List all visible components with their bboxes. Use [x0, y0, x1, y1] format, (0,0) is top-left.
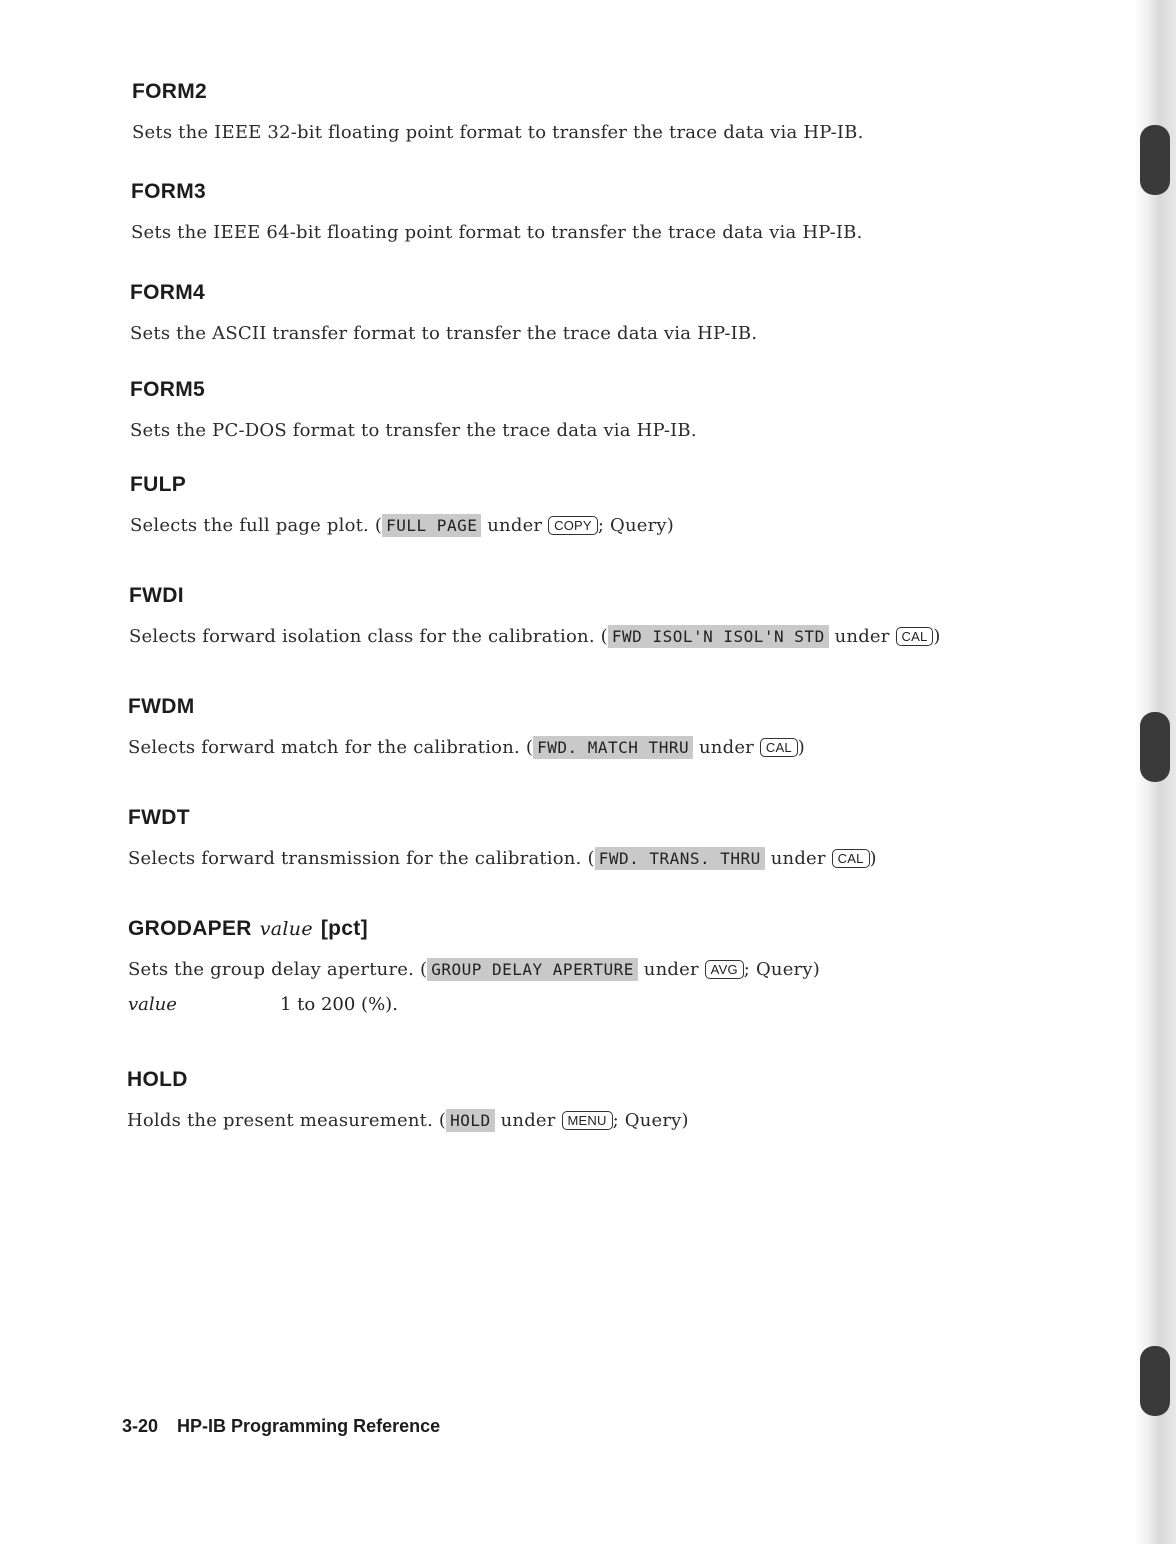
- footer-title: HP-IB Programming Reference: [177, 1416, 441, 1436]
- command-description: Selects forward isolation class for the calibration.: [129, 626, 595, 647]
- command-description-line: Holds the present measurement. ( HOLD under MENU ; Query): [127, 1110, 689, 1131]
- query-suffix: ; Query): [743, 959, 820, 980]
- entry-fulp: [130, 473, 674, 536]
- command-name: FORM2: [132, 80, 207, 103]
- entry-hold: [127, 1068, 689, 1131]
- command-name: FWDI: [129, 584, 184, 607]
- command-name: FULP: [130, 473, 187, 496]
- command-description: Sets the IEEE 32-bit floating point format to transfer the trace data via HP-IB.: [132, 122, 864, 143]
- command-description-line: Selects forward isolation class for the calibration. ( FWD ISOL'N ISOL'N STD under CAL ): [129, 626, 941, 647]
- entry-form5: [130, 378, 697, 441]
- under-text: under: [500, 1110, 556, 1131]
- parameter-row: [128, 994, 820, 1015]
- command-description: Selects the full page plot.: [130, 515, 369, 536]
- entry-form2: [132, 80, 864, 143]
- entry-form4: [130, 281, 757, 344]
- parameter-range: 1 to 200 (%).: [280, 994, 398, 1015]
- softkey-label: FWD ISOL'N ISOL'N STD: [608, 625, 829, 648]
- hardkey-label: MENU: [562, 1111, 613, 1130]
- query-suffix: ): [797, 737, 806, 758]
- command-name: FORM5: [130, 378, 205, 401]
- command-description: Selects forward match for the calibration.: [128, 737, 520, 758]
- command-name: FORM4: [130, 281, 205, 304]
- command-description: Sets the PC-DOS format to transfer the trace data via HP-IB.: [130, 420, 697, 441]
- softkey-label: HOLD: [446, 1109, 495, 1132]
- command-description: Sets the group delay aperture.: [128, 959, 415, 980]
- command-signature: [128, 917, 820, 941]
- entry-fwdi: [129, 584, 941, 647]
- under-text: under: [699, 737, 754, 758]
- hardkey-label: COPY: [548, 516, 598, 535]
- command-description: Sets the IEEE 64-bit floating point format to transfer the trace data via HP-IB.: [131, 222, 863, 243]
- entry-fwdm: [128, 695, 805, 758]
- page-footer: [122, 1416, 440, 1437]
- command-description: Sets the ASCII transfer format to transfer the trace data via HP-IB.: [130, 323, 758, 344]
- command-name: HOLD: [127, 1068, 188, 1091]
- hardkey-label: AVG: [705, 960, 744, 979]
- softkey-label: FULL PAGE: [382, 514, 481, 537]
- command-description-line: Selects forward transmission for the calibration. ( FWD. TRANS. THRU under CAL ): [128, 848, 877, 869]
- page-number: 3-20: [122, 1416, 159, 1436]
- command-name: GRODAPER: [128, 917, 252, 940]
- command-description-line: Sets the group delay aperture. ( GROUP DELAY APERTURE under AVG ; Query): [128, 959, 820, 980]
- query-suffix: ): [869, 848, 877, 869]
- command-name: FWDM: [128, 695, 195, 718]
- softkey-label: FWD. MATCH THRU: [533, 736, 693, 759]
- command-name: FWDT: [128, 806, 190, 829]
- command-description: Holds the present measurement.: [127, 1110, 433, 1131]
- query-suffix: ; Query): [612, 1110, 689, 1131]
- command-description-line: Selects the full page plot. ( FULL PAGE under COPY ; Query): [130, 515, 674, 536]
- under-text: under: [643, 959, 699, 980]
- under-text: under: [770, 848, 826, 869]
- command-description-line: Selects forward match for the calibration. ( FWD. MATCH THRU under CAL ): [128, 737, 806, 758]
- softkey-label: FWD. TRANS. THRU: [595, 847, 765, 870]
- binder-hole-icon: [1140, 712, 1170, 782]
- parameter-name: value: [128, 994, 177, 1015]
- entry-form3: [131, 180, 863, 243]
- entry-fwdt: [128, 806, 877, 869]
- hardkey-label: CAL: [760, 738, 798, 757]
- query-suffix: ): [933, 626, 941, 647]
- hardkey-label: CAL: [832, 849, 870, 868]
- command-argument: value: [259, 918, 313, 940]
- command-description: Selects forward transmission for the calibration.: [128, 848, 582, 869]
- softkey-label: GROUP DELAY APERTURE: [427, 958, 638, 981]
- entry-grodaper: [128, 917, 820, 1015]
- command-unit-option: [pct]: [320, 917, 368, 940]
- command-name: FORM3: [131, 180, 206, 203]
- under-text: under: [487, 515, 543, 536]
- query-suffix: ; Query): [597, 515, 674, 536]
- hardkey-label: CAL: [896, 627, 934, 646]
- under-text: under: [834, 626, 890, 647]
- binder-hole-icon: [1140, 1346, 1170, 1416]
- binder-hole-icon: [1140, 125, 1170, 195]
